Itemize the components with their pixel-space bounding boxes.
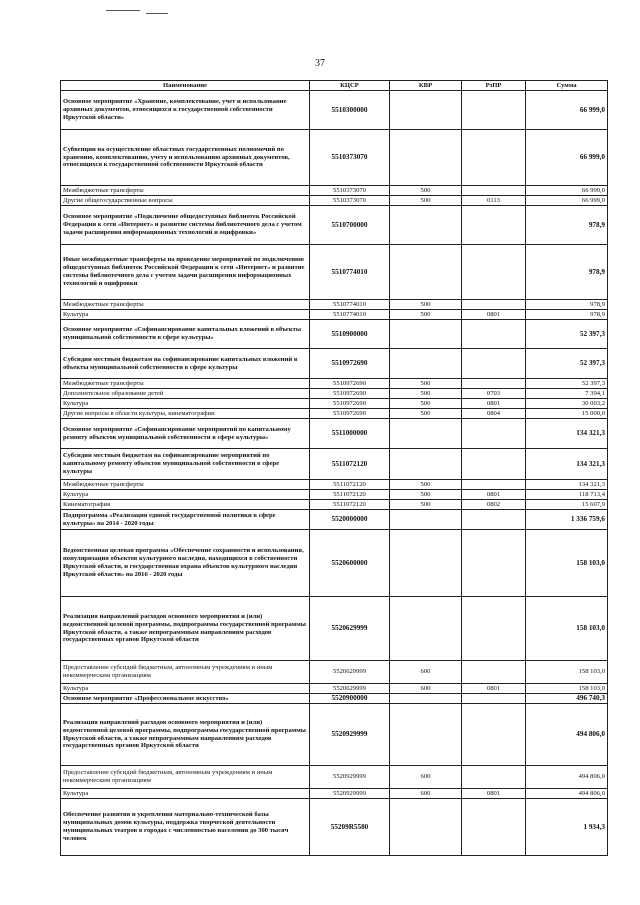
cell-rzpr: 0801 bbox=[462, 789, 526, 799]
cell-kcsr: 5520629999 bbox=[310, 597, 390, 661]
table-row bbox=[61, 186, 608, 196]
cell-rzpr: 0801 bbox=[462, 399, 526, 409]
table-row bbox=[61, 490, 608, 500]
cell-name: Межбюджетные трансферты bbox=[61, 300, 310, 310]
table-row bbox=[61, 399, 608, 409]
cell-sum: 158 103,0 bbox=[526, 661, 608, 684]
cell-kvr bbox=[390, 510, 462, 530]
cell-sum: 15 607,9 bbox=[526, 500, 608, 510]
header-rzpr: РзПР bbox=[462, 81, 526, 91]
cell-sum: 494 806,0 bbox=[526, 766, 608, 789]
cell-kcsr: 5510972690 bbox=[310, 389, 390, 399]
cell-kvr bbox=[390, 530, 462, 597]
cell-kvr: 500 bbox=[390, 500, 462, 510]
scan-mark bbox=[106, 10, 140, 11]
table-row bbox=[61, 130, 608, 186]
cell-kcsr: 5520000000 bbox=[310, 510, 390, 530]
table-row bbox=[61, 510, 608, 530]
cell-kvr: 500 bbox=[390, 399, 462, 409]
cell-rzpr: 0804 bbox=[462, 409, 526, 419]
cell-sum: 66 999,0 bbox=[526, 91, 608, 130]
cell-name: Межбюджетные трансферты bbox=[61, 379, 310, 389]
table-row bbox=[61, 310, 608, 320]
cell-kvr: 500 bbox=[390, 490, 462, 500]
cell-kvr: 600 bbox=[390, 789, 462, 799]
cell-kvr bbox=[390, 206, 462, 245]
cell-sum: 66 999,0 bbox=[526, 186, 608, 196]
cell-kvr bbox=[390, 91, 462, 130]
cell-sum: 66 999,0 bbox=[526, 130, 608, 186]
cell-kcsr: 5510972690 bbox=[310, 399, 390, 409]
cell-rzpr: 0802 bbox=[462, 500, 526, 510]
table-row bbox=[61, 300, 608, 310]
cell-sum: 978,9 bbox=[526, 245, 608, 300]
cell-rzpr bbox=[462, 186, 526, 196]
cell-kvr bbox=[390, 704, 462, 766]
table-row bbox=[61, 419, 608, 449]
cell-rzpr bbox=[462, 349, 526, 379]
cell-kvr: 500 bbox=[390, 480, 462, 490]
cell-rzpr bbox=[462, 245, 526, 300]
cell-kcsr: 5520629999 bbox=[310, 684, 390, 694]
cell-kcsr: 55209R5580 bbox=[310, 799, 390, 856]
cell-sum: 52 397,3 bbox=[526, 320, 608, 349]
cell-name: Реализация направлений расходов основного мероприятия и (или) ведомственной целевой программы, подпрограммы государственной программы Иркутской области, а также непрограммным направлениям расходов государственных органов Иркутской области bbox=[61, 704, 310, 766]
cell-name: Межбюджетные трансферты bbox=[61, 480, 310, 490]
cell-rzpr bbox=[462, 91, 526, 130]
cell-name: Другие вопросы в области культуры, кинематографии bbox=[61, 409, 310, 419]
cell-kvr: 500 bbox=[390, 389, 462, 399]
cell-kcsr: 5520929999 bbox=[310, 766, 390, 789]
cell-kcsr: 5510774010 bbox=[310, 245, 390, 300]
cell-sum: 134 321,3 bbox=[526, 419, 608, 449]
cell-rzpr bbox=[462, 300, 526, 310]
cell-sum: 1 336 759,6 bbox=[526, 510, 608, 530]
cell-kcsr: 5510774010 bbox=[310, 310, 390, 320]
cell-kcsr: 5510900000 bbox=[310, 320, 390, 349]
cell-name: Подпрограмма «Реализация единой государственной политики в сфере культуры» на 2014 - 2020 годы bbox=[61, 510, 310, 530]
table-header-row bbox=[61, 81, 608, 91]
cell-sum: 15 000,0 bbox=[526, 409, 608, 419]
cell-name: Ведомственная целевая программа «Обеспечение сохранности и использования, популяризация объектов культурного наследия, находящихся в собственности Иркутской области, и государственная охрана объектов культурного наследия Иркутской области» на 2016 - 2020 годы bbox=[61, 530, 310, 597]
cell-name: Культура bbox=[61, 684, 310, 694]
cell-kcsr: 5511000000 bbox=[310, 419, 390, 449]
cell-rzpr bbox=[462, 510, 526, 530]
cell-name: Культура bbox=[61, 789, 310, 799]
cell-name: Кинематография bbox=[61, 500, 310, 510]
cell-kcsr: 5520929999 bbox=[310, 704, 390, 766]
cell-kcsr: 5510972690 bbox=[310, 349, 390, 379]
cell-name: Основное мероприятие «Софинансирование капитальных вложений в объекты муниципальной собственности в сфере культуры» bbox=[61, 320, 310, 349]
cell-sum: 7 394,1 bbox=[526, 389, 608, 399]
cell-rzpr bbox=[462, 704, 526, 766]
table-row bbox=[61, 389, 608, 399]
cell-kvr bbox=[390, 349, 462, 379]
header-name: Наименование bbox=[61, 81, 310, 91]
cell-name: Субсидии местным бюджетам на софинансирование капитальных вложений в объекты муниципальной собственности в сфере культуры bbox=[61, 349, 310, 379]
cell-rzpr: 0801 bbox=[462, 490, 526, 500]
table-row bbox=[61, 206, 608, 245]
cell-kvr: 500 bbox=[390, 300, 462, 310]
table-row bbox=[61, 684, 608, 694]
table-row bbox=[61, 799, 608, 856]
table-row bbox=[61, 480, 608, 490]
cell-rzpr bbox=[462, 694, 526, 704]
cell-name: Субсидии местным бюджетам на софинансирование мероприятий по капитальному ремонту объектов муниципальной собственности в сфере культуры bbox=[61, 449, 310, 480]
cell-kvr: 500 bbox=[390, 186, 462, 196]
cell-kcsr: 5510373070 bbox=[310, 196, 390, 206]
cell-sum: 52 397,3 bbox=[526, 349, 608, 379]
cell-kcsr: 5510373070 bbox=[310, 130, 390, 186]
scan-mark bbox=[146, 13, 168, 14]
cell-rzpr bbox=[462, 799, 526, 856]
table-row bbox=[61, 530, 608, 597]
cell-kvr bbox=[390, 130, 462, 186]
cell-sum: 494 806,0 bbox=[526, 789, 608, 799]
cell-kcsr: 5510700000 bbox=[310, 206, 390, 245]
cell-kvr: 500 bbox=[390, 310, 462, 320]
cell-kcsr: 5520929999 bbox=[310, 789, 390, 799]
cell-sum: 978,9 bbox=[526, 300, 608, 310]
cell-sum: 118 713,4 bbox=[526, 490, 608, 500]
cell-name: Культура bbox=[61, 310, 310, 320]
budget-table bbox=[60, 80, 608, 856]
table-row bbox=[61, 320, 608, 349]
cell-kvr: 500 bbox=[390, 379, 462, 389]
table-row bbox=[61, 449, 608, 480]
cell-sum: 66 999,0 bbox=[526, 196, 608, 206]
cell-kvr bbox=[390, 597, 462, 661]
cell-rzpr bbox=[462, 597, 526, 661]
table-row bbox=[61, 704, 608, 766]
cell-rzpr bbox=[462, 480, 526, 490]
cell-rzpr bbox=[462, 320, 526, 349]
cell-name: Обеспечение развития и укрепления материально-технической базы муниципальных домов культуры, поддержка творческой деятельности муниципальных театров в городах с численностью населения до 300 тысяч человек bbox=[61, 799, 310, 856]
cell-rzpr bbox=[462, 419, 526, 449]
header-sum: Сумма bbox=[526, 81, 608, 91]
cell-kvr: 500 bbox=[390, 196, 462, 206]
table-row bbox=[61, 379, 608, 389]
table-body bbox=[61, 91, 608, 856]
cell-sum: 978,9 bbox=[526, 206, 608, 245]
table-row bbox=[61, 500, 608, 510]
cell-rzpr bbox=[462, 206, 526, 245]
cell-kvr bbox=[390, 320, 462, 349]
cell-kvr bbox=[390, 419, 462, 449]
cell-sum: 52 397,3 bbox=[526, 379, 608, 389]
cell-name: Основное мероприятие «Подключение общедоступных библиотек Российской Федерации к сети «Интернет» и развитие системы библиотечного дела с учетом задачи расширения информационных технологий и оцифровки» bbox=[61, 206, 310, 245]
table-row bbox=[61, 597, 608, 661]
cell-kcsr: 5520600000 bbox=[310, 530, 390, 597]
cell-sum: 496 740,3 bbox=[526, 694, 608, 704]
cell-kvr bbox=[390, 245, 462, 300]
header-kvr: КВР bbox=[390, 81, 462, 91]
cell-kvr bbox=[390, 449, 462, 480]
cell-kvr: 600 bbox=[390, 661, 462, 684]
cell-sum: 1 934,3 bbox=[526, 799, 608, 856]
table-row bbox=[61, 91, 608, 130]
cell-name: Предоставление субсидий бюджетным, автономным учреждениям и иным некоммерческим организациям bbox=[61, 661, 310, 684]
cell-sum: 158 103,0 bbox=[526, 684, 608, 694]
cell-name: Предоставление субсидий бюджетным, автономным учреждениям и иным некоммерческим организациям bbox=[61, 766, 310, 789]
cell-kcsr: 5520629999 bbox=[310, 661, 390, 684]
cell-rzpr bbox=[462, 766, 526, 789]
cell-kcsr: 5510373070 bbox=[310, 186, 390, 196]
cell-kcsr: 5520900000 bbox=[310, 694, 390, 704]
cell-name: Другие общегосударственные вопросы bbox=[61, 196, 310, 206]
table-row bbox=[61, 409, 608, 419]
table-row bbox=[61, 245, 608, 300]
cell-kvr: 500 bbox=[390, 409, 462, 419]
cell-rzpr: 0801 bbox=[462, 310, 526, 320]
cell-name: Основное мероприятие «Профессиональное искусство» bbox=[61, 694, 310, 704]
cell-sum: 134 321,3 bbox=[526, 480, 608, 490]
cell-rzpr bbox=[462, 379, 526, 389]
cell-name: Культура bbox=[61, 399, 310, 409]
cell-name: Культура bbox=[61, 490, 310, 500]
cell-kcsr: 5510972690 bbox=[310, 379, 390, 389]
cell-kcsr: 5511072120 bbox=[310, 490, 390, 500]
cell-name: Реализация направлений расходов основного мероприятия и (или) ведомственной целевой программы, подпрограммы государственной программы Иркутской области, а также непрограммным направлениям расходов государственных органов Иркутской области bbox=[61, 597, 310, 661]
cell-name: Иные межбюджетные трансферты на проведение мероприятий по подключению общедоступных библиотек Российской Федерации к сети «Интернет» и развитие системы библиотечного дела с учетом задачи расширения информационных технологий и оцифровки bbox=[61, 245, 310, 300]
table-row bbox=[61, 349, 608, 379]
table-row bbox=[61, 694, 608, 704]
cell-name: Основное мероприятие «Хранение, комплектование, учет и использование архивных документов, относящихся к государственной собственности Иркутской области» bbox=[61, 91, 310, 130]
cell-rzpr: 0703 bbox=[462, 389, 526, 399]
cell-rzpr bbox=[462, 530, 526, 597]
cell-kcsr: 5511072120 bbox=[310, 480, 390, 490]
cell-sum: 978,9 bbox=[526, 310, 608, 320]
cell-name: Межбюджетные трансферты bbox=[61, 186, 310, 196]
cell-name: Дополнительное образование детей bbox=[61, 389, 310, 399]
page-number: 37 bbox=[315, 58, 325, 69]
cell-name: Основное мероприятие «Софинансирование мероприятий по капитальному ремонту объектов муниципальной собственности в сфере культуры» bbox=[61, 419, 310, 449]
cell-kcsr: 5510774010 bbox=[310, 300, 390, 310]
table-row bbox=[61, 661, 608, 684]
table-row bbox=[61, 789, 608, 799]
cell-rzpr bbox=[462, 449, 526, 480]
cell-sum: 158 103,0 bbox=[526, 597, 608, 661]
cell-kcsr: 5511072120 bbox=[310, 500, 390, 510]
cell-rzpr: 0113 bbox=[462, 196, 526, 206]
cell-kcsr: 5511072120 bbox=[310, 449, 390, 480]
cell-sum: 134 321,3 bbox=[526, 449, 608, 480]
cell-rzpr: 0801 bbox=[462, 684, 526, 694]
table-row bbox=[61, 766, 608, 789]
cell-rzpr bbox=[462, 661, 526, 684]
cell-kvr bbox=[390, 799, 462, 856]
cell-name: Субвенции на осуществление областных государственных полномочий по хранению, комплектованию, учету и использованию архивных документов, относящихся к государственной собственности Иркутской области bbox=[61, 130, 310, 186]
cell-kcsr: 5510300000 bbox=[310, 91, 390, 130]
cell-kvr bbox=[390, 694, 462, 704]
cell-kvr: 600 bbox=[390, 766, 462, 789]
cell-sum: 494 806,0 bbox=[526, 704, 608, 766]
cell-kvr: 600 bbox=[390, 684, 462, 694]
cell-kcsr: 5510972690 bbox=[310, 409, 390, 419]
cell-sum: 30 003,2 bbox=[526, 399, 608, 409]
cell-sum: 158 103,0 bbox=[526, 530, 608, 597]
header-kcsr: КЦСР bbox=[310, 81, 390, 91]
cell-rzpr bbox=[462, 130, 526, 186]
table-row bbox=[61, 196, 608, 206]
